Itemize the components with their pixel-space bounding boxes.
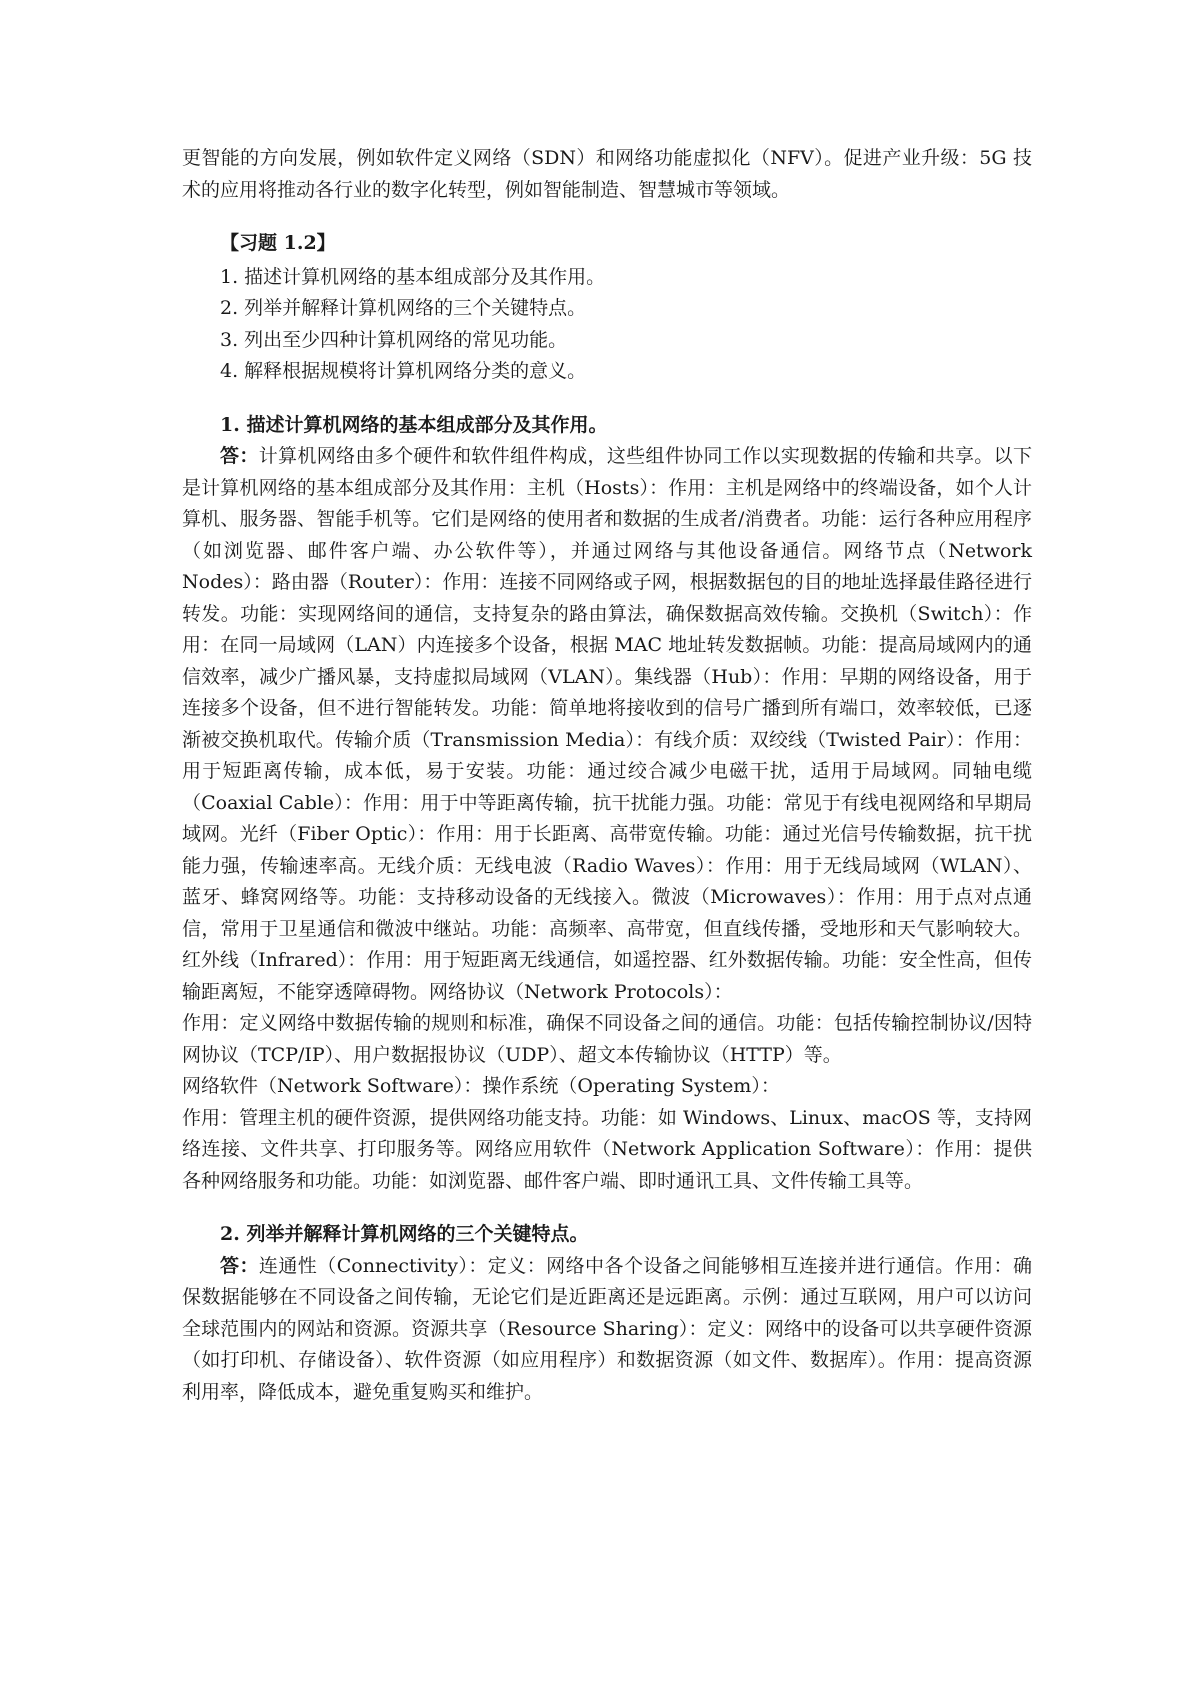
question-item: 1. 描述计算机网络的基本组成部分及其作用。 bbox=[220, 265, 606, 288]
question-item: 4. 解释根据规模将计算机网络分类的意义。 bbox=[220, 360, 587, 382]
answer-heading: 2. 列举并解释计算机网络的三个关键特点。 bbox=[220, 1223, 589, 1245]
answer-heading: 1. 描述计算机网络的基本组成部分及其作用。 bbox=[220, 413, 608, 436]
exercise-block bbox=[182, 228, 1032, 388]
answer-paragraph: 作用：管理主机的硬件资源，提供网络功能支持。功能：如 Windows、Linux、macOS 等，支持网络连接、文件共享、打印服务等。网络应用软件（Network Application Software）：作用：提供各种网络服务和功能。功能：如浏览器、邮件客户端、即时通讯工具、文件传输工具等。 bbox=[182, 1106, 1032, 1192]
answer-paragraph: 作用：定义网络中数据传输的规则和标准，确保不同设备之间的通信。功能：包括传输控制协议/因特网协议（TCP/IP）、用户数据报协议（UDP）、超文本传输协议（HTTP）等。 bbox=[182, 1012, 1032, 1066]
question-item: 3. 列出至少四种计算机网络的常见功能。 bbox=[220, 328, 568, 351]
answer-section-1 bbox=[182, 410, 1032, 1198]
intro-paragraph: 更智能的方向发展，例如软件定义网络（SDN）和网络功能虚拟化（NFV）。促进产业升级：5G 技术的应用将推动各行业的数字化转型，例如智能制造、智慧城市等领域。 bbox=[182, 147, 1032, 201]
answer-label: 答： bbox=[220, 445, 259, 467]
answer-text: 连通性（Connectivity）：定义：网络中各个设备之间能够相互连接并进行通信。作用：确保数据能够在不同设备之间传输，无论它们是近距离还是远距离。示例：通过互联网，用户可以访问全球范围内的网站和资源。资源共享（Resource Sharing）：定义：网络中的设备可以共享硬件资源（如打印机、存储设备）、软件资源（如应用程序）和数据资源（如文件、数据库）。作用：提高资源利用率，降低成本，避免重复购买和维护。 bbox=[182, 1254, 1032, 1403]
answer-text: 计算机网络由多个硬件和软件组件构成，这些组件协同工作以实现数据的传输和共享。以下是计算机网络的基本组成部分及其作用：主机（Hosts）：作用：主机是网络中的终端设备，如个人计算机、服务器、智能手机等。它们是网络的使用者和数据的生成者/消费者。功能：运行各种应用程序（如浏览器、邮件客户端、办公软件等），并通过网络与其他设备通信。网络节点（Network Nodes）：路由器（Router）：作用：连接不同网络或子网，根据数据包的目的地址选择最佳路径进行转发。功能：实现网络间的通信，支持复杂的路由算法，确保数据高效传输。交换机（Switch）：作用：在同一局域网（LAN）内连接多个设备，根据 MAC 地址转发数据帧。功能：提高局域网内的通信效率，减少广播风暴，支持虚拟局域网（VLAN）。集线器（Hub）：作用：早期的网络设备，用于连接多个设备，但不进行智能转发。功能：简单地将接收到的信号广播到所有端口，效率较低，已逐渐被交换机取代。传输介质（Transmission Media）：有线介质：双绞线（Twisted Pair）：作用：用于短距离传输，成本低，易于安装。功能：通过绞合减少电磁干扰，适用于局域网。同轴电缆（Coaxial Cable）：作用：用于中等距离传输，抗干扰能力强。功能：常见于有线电视网络和早期局域网。光纤（Fiber Optic）：作用：用于长距离、高带宽传输。功能：通过光信号传输数据，抗干扰能力强，传输速率高。无线介质：无线电波（Radio Waves）：作用：用于无线局域网（WLAN）、蓝牙、蜂窝网络等。功能：支持移动设备的无线接入。微波（Microwaves）：作用：用于点对点通信，常用于卫星通信和微波中继站。功能：高频率、高带宽，但直线传播，受地形和天气影响较大。红外线（Infrared）：作用：用于短距离无线通信，如遥控器、红外数据传输。功能：安全性高，但传输距离短，不能穿透障碍物。网络协议（Network Protocols）： bbox=[182, 445, 1032, 1003]
answer-paragraph bbox=[182, 1251, 1032, 1409]
answer-label: 答： bbox=[220, 1254, 259, 1277]
question-list bbox=[182, 262, 1032, 388]
answer-section-2 bbox=[182, 1219, 1032, 1408]
answer-paragraph bbox=[182, 441, 1032, 1008]
question-item: 2. 列举并解释计算机网络的三个关键特点。 bbox=[220, 297, 587, 319]
document-page bbox=[182, 143, 1032, 1408]
answer-paragraph: 网络软件（Network Software）：操作系统（Operating System）： bbox=[182, 1075, 780, 1097]
exercise-title: 【习题 1.2】 bbox=[220, 232, 336, 254]
